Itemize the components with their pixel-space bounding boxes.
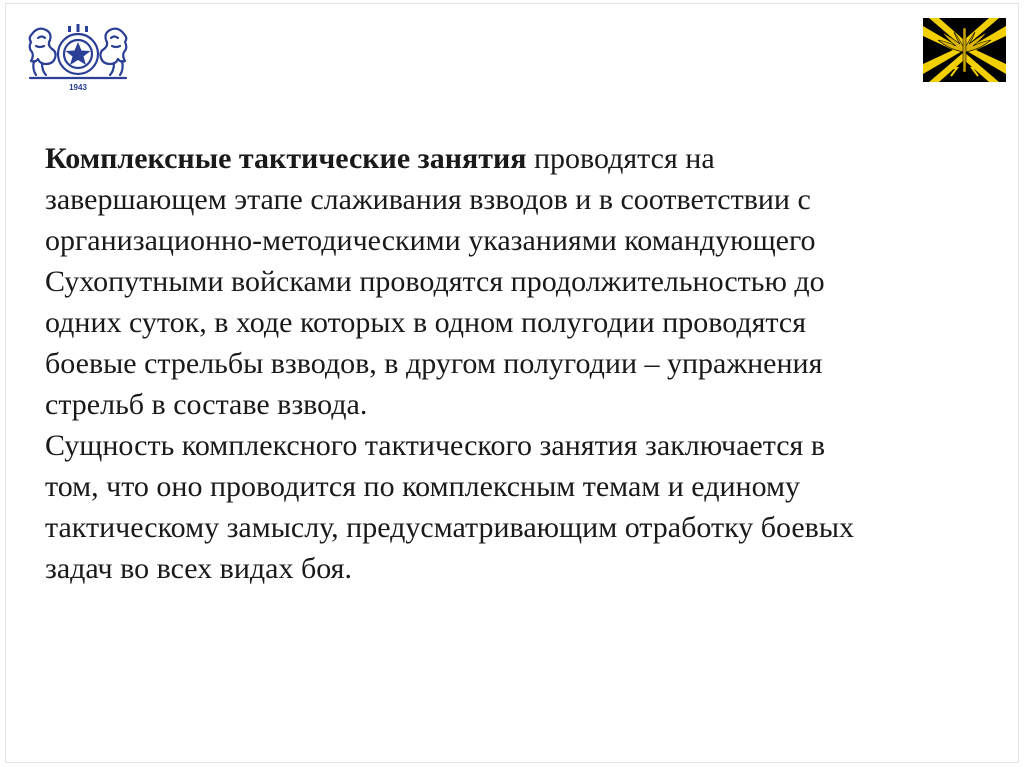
text-line: стрельб в составе взвода. [45,388,368,421]
university-emblem-icon [24,16,132,94]
text-line: задач во всех видах боя. [45,552,352,585]
text-line: Сущность комплексного тактического занятия заключается в [45,429,825,462]
main-text [45,138,985,589]
emblem-year: 1943 [69,83,87,92]
text-line: проводятся на [526,142,715,175]
signal-troops-emblem-icon [923,18,1006,82]
text-line: боевые стрельбы взводов, в другом полугодии – упражнения [45,347,823,380]
text-line: одних суток, в ходе которых в одном полугодии проводятся [45,306,807,339]
text-line: организационно-методическими указаниями командующего [45,224,816,257]
paragraph-essence [45,425,985,589]
paragraph-complex-tactical-exercises [45,138,985,425]
text-line: Сухопутными войсками проводятся продолжительностью до [45,265,825,298]
text-line: том, что оно проводится по комплексным темам и единому [45,470,801,503]
text-line: завершающем этапе слаживания взводов и в соответствии с [45,183,811,216]
text-line: тактическому замыслу, предусматривающим отработку боевых [45,511,854,544]
bold-term: Комплексные тактические занятия [45,142,527,175]
